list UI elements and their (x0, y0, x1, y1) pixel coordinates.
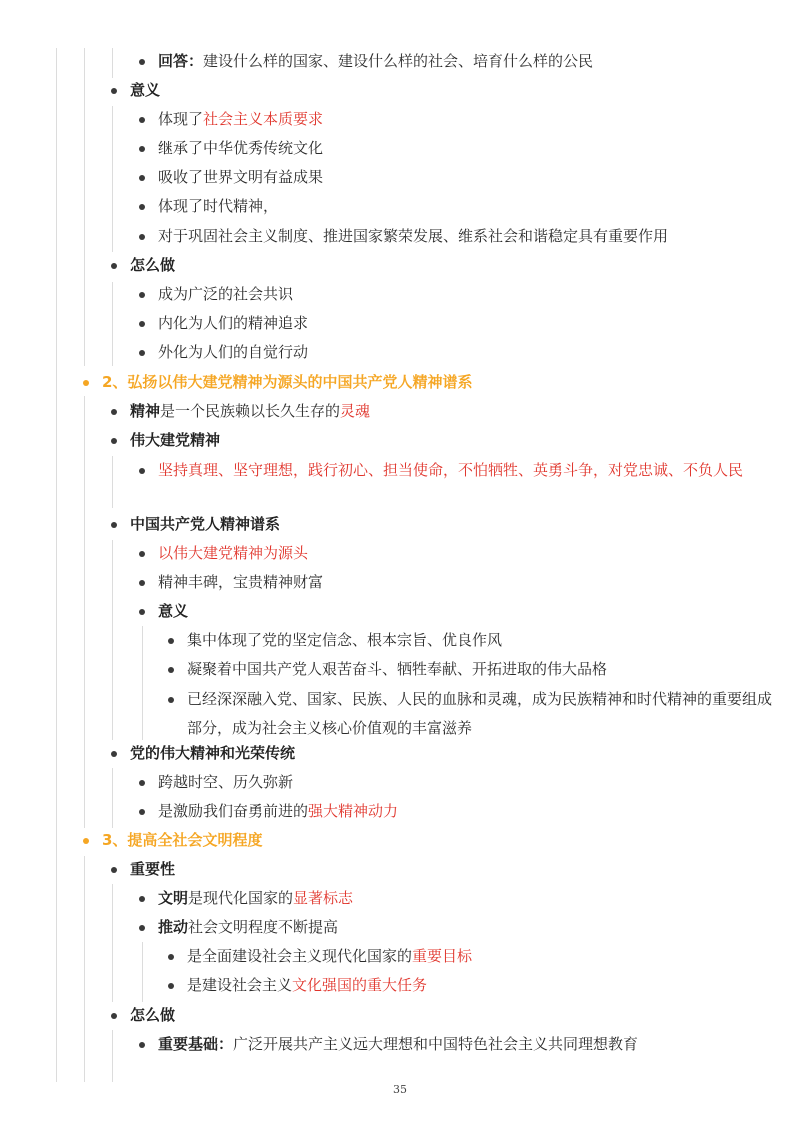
list-item (0, 456, 776, 514)
item-label: 推动 (158, 918, 189, 936)
item-text: 精神丰碑，宝贵精神财富 (158, 573, 324, 591)
bullet-icon (139, 59, 145, 65)
outline-guide-l1a (84, 48, 85, 366)
item-label: 中国共产党人精神谱系 (130, 515, 281, 533)
item-highlight: 强大精神动力 (308, 802, 399, 820)
item-text: 已经深深融入党、国家、民族、人民的血脉和灵魂，成为民族精神和时代精神的重要组成部分，成为社会主义核心价值观的丰富滋养 (187, 690, 773, 737)
bullet-icon (139, 350, 145, 356)
item-label: 怎么做 (130, 256, 176, 274)
bullet-icon (139, 146, 145, 152)
bullet-icon (139, 321, 145, 327)
outline-guide-l0 (56, 48, 57, 1082)
item-text: 是建设社会主义 (187, 976, 293, 994)
bullet-icon (111, 751, 117, 757)
bullet-icon (139, 292, 145, 298)
bullet-icon (139, 204, 145, 210)
item-label: 党的伟大精神和光荣传统 (130, 744, 296, 762)
bullet-icon (139, 175, 145, 181)
item-highlight: 以伟大建党精神为源头 (158, 544, 309, 562)
bullet-icon (168, 697, 174, 703)
bullet-icon (139, 1042, 145, 1048)
item-text: 广泛开展共产主义远大理想和中国特色社会主义共同理想教育 (233, 1035, 639, 1053)
heading-text: 2、弘扬以伟大建党精神为源头的中国共产党人精神谱系 (102, 373, 473, 391)
list-item (0, 685, 776, 743)
bullet-icon (168, 983, 174, 989)
bullet-icon (111, 438, 117, 444)
item-label: 文明 (158, 889, 189, 907)
item-text: 建设什么样的国家、建设什么样的社会、培育什么样的公民 (203, 52, 594, 70)
item-label: 怎么做 (130, 1006, 176, 1024)
item-text: 对于巩固社会主义制度、推进国家繁荣发展、维系社会和谐稳定具有重要作用 (158, 227, 669, 245)
item-label: 重要性 (130, 860, 176, 878)
item-text: 是全面建设社会主义现代化国家的 (187, 947, 413, 965)
outline-guide-l1c (84, 856, 85, 1082)
outline-guide-l2f (112, 768, 113, 828)
outline-guide-l2a (112, 48, 113, 78)
outline-guide-l2h (112, 1030, 113, 1082)
item-highlight: 坚持真理、坚守理想，践行初心、担当使命，不怕牺牲、英勇斗争，对党忠诚、不负人民 (158, 461, 744, 479)
item-text: 内化为人们的精神追求 (158, 314, 309, 332)
bullet-icon (139, 896, 145, 902)
item-label: 意义 (130, 81, 161, 99)
item-text: 是激励我们奋勇前进的 (158, 802, 309, 820)
item-text: 继承了中华优秀传统文化 (158, 139, 324, 157)
bullet-icon (139, 609, 145, 615)
bullet-icon (83, 838, 89, 844)
outline-guide-l2c (112, 282, 113, 366)
outline-guide-l2g (112, 884, 113, 1002)
item-text: 是现代化国家的 (188, 889, 294, 907)
bullet-icon (168, 954, 174, 960)
bullet-icon (111, 263, 117, 269)
bullet-icon (111, 409, 117, 415)
item-label: 精神 (130, 402, 161, 420)
bullet-icon (139, 468, 145, 474)
item-label: 伟大建党精神 (130, 431, 221, 449)
bullet-icon (83, 380, 89, 386)
item-label: 重要基础： (158, 1035, 234, 1053)
outline-guide-l2b (112, 106, 113, 252)
bullet-icon (111, 1013, 117, 1019)
item-text: 体现了时代精神， (158, 197, 279, 215)
bullet-icon (139, 780, 145, 786)
item-label: 回答： (158, 52, 204, 70)
item-text: 外化为人们的自觉行动 (158, 343, 309, 361)
item-highlight: 社会主义本质要求 (203, 110, 324, 128)
item-text: 吸收了世界文明有益成果 (158, 168, 324, 186)
item-text: 跨越时空、历久弥新 (158, 773, 294, 791)
bullet-icon (139, 551, 145, 557)
bullet-icon (139, 580, 145, 586)
item-text: 凝聚着中国共产党人艰苦奋斗、牺牲奉献、开拓进取的伟大品格 (187, 660, 608, 678)
bullet-icon (111, 88, 117, 94)
item-highlight: 灵魂 (340, 402, 371, 420)
item-highlight: 文化强国的重大任务 (292, 976, 428, 994)
item-text: 体现了 (158, 110, 204, 128)
bullet-icon (168, 667, 174, 673)
heading-text: 3、提高全社会文明程度 (102, 831, 263, 849)
item-text: 社会文明程度不断提高 (188, 918, 339, 936)
bullet-icon (111, 522, 117, 528)
item-label: 意义 (158, 602, 189, 620)
bullet-icon (139, 925, 145, 931)
bullet-icon (168, 638, 174, 644)
item-highlight: 重要目标 (412, 947, 473, 965)
bullet-icon (139, 234, 145, 240)
outline-guide-l3b (142, 942, 143, 1002)
bullet-icon (139, 117, 145, 123)
bullet-icon (139, 809, 145, 815)
item-text: 是一个民族赖以长久生存的 (160, 402, 341, 420)
item-text: 成为广泛的社会共识 (158, 285, 294, 303)
bullet-icon (111, 867, 117, 873)
item-highlight: 显著标志 (293, 889, 354, 907)
page-number: 35 (393, 1083, 407, 1096)
item-text: 集中体现了党的坚定信念、根本宗旨、优良作风 (187, 631, 503, 649)
